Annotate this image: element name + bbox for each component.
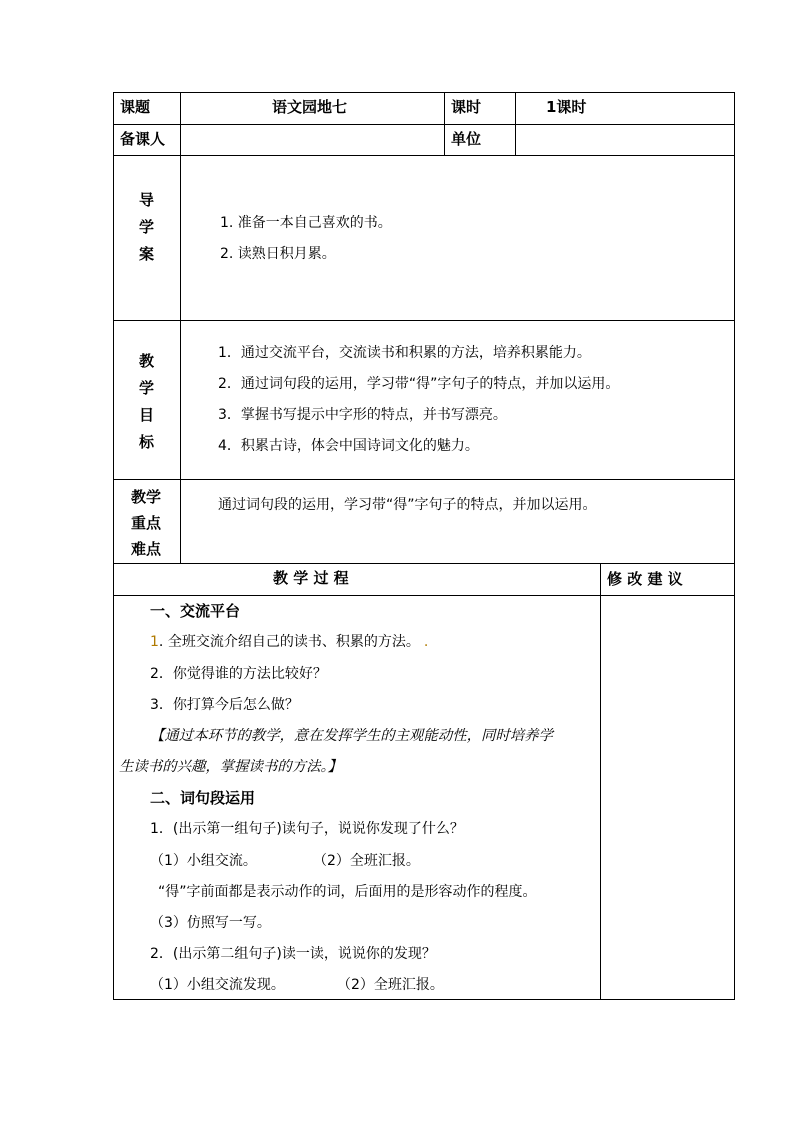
goal-item: 2．通过词句段的运用，学习带“得”字句子的特点，并加以运用。 bbox=[218, 376, 620, 392]
goal-item: 1．通过交流平台，交流读书和积累的方法，培养积累能力。 bbox=[218, 345, 591, 361]
suggest-header: 修 改 建 议 bbox=[607, 570, 683, 588]
unit-label: 单位 bbox=[451, 130, 482, 148]
period-value: 1课时 bbox=[546, 98, 587, 116]
note-line: 【通过本环节的教学，意在发挥学生的主观能动性，同时培养学 bbox=[150, 728, 553, 744]
col-line bbox=[515, 92, 516, 156]
s2-item: 1．(出示第一组句子)读句子，说说你发现了什么？ bbox=[150, 821, 464, 837]
preparer-label: 备课人 bbox=[120, 130, 166, 148]
key-points-text: 通过词句段的运用，学习带“得”字句子的特点，并加以运用。 bbox=[218, 497, 597, 513]
col-line bbox=[600, 563, 601, 1000]
row-line bbox=[113, 124, 735, 125]
goals-label-char: 标 bbox=[139, 433, 155, 451]
goal-item: 4．积累古诗，体会中国诗词文化的魅力。 bbox=[218, 438, 479, 454]
period-label: 课时 bbox=[451, 98, 482, 116]
goals-label-char: 学 bbox=[139, 379, 155, 397]
process-header: 教 学 过 程 bbox=[273, 569, 349, 587]
col-line bbox=[734, 92, 735, 1000]
key-label-line: 难点 bbox=[131, 540, 162, 558]
s2-sub-item: （2）全班汇报。 bbox=[337, 977, 444, 993]
goals-label-char: 目 bbox=[139, 406, 155, 424]
row-line bbox=[113, 92, 735, 93]
key-label-line: 重点 bbox=[131, 514, 162, 532]
s1-item: 2．你觉得谁的方法比较好？ bbox=[150, 666, 327, 682]
s2-note: “得”字前面都是表示动作的词，后面用的是形容动作的程度。 bbox=[158, 884, 537, 900]
s1-item bbox=[150, 635, 428, 649]
guide-item: 2. 读熟日积月累。 bbox=[220, 246, 336, 262]
row-line bbox=[113, 595, 735, 596]
s2-item: 2．(出示第二组句子)读一读，说说你的发现？ bbox=[150, 946, 436, 962]
goals-label-char: 教 bbox=[139, 352, 155, 370]
guide-label-char: 学 bbox=[139, 218, 155, 236]
col-line bbox=[180, 92, 181, 564]
col-line bbox=[444, 92, 445, 156]
guide-label-char: 案 bbox=[139, 245, 155, 263]
lesson-value: 语文园地七 bbox=[272, 98, 348, 116]
section2-title: 二、词句段运用 bbox=[150, 789, 256, 807]
s2-sub-item: （1）小组交流发现。 bbox=[150, 977, 285, 993]
s1-item1-num: 1 bbox=[150, 634, 159, 650]
col-line bbox=[113, 92, 114, 1000]
s2-sub-item: （2）全班汇报。 bbox=[313, 853, 420, 869]
row-line bbox=[113, 155, 735, 156]
guide-item: 1. 准备一本自己喜欢的书。 bbox=[220, 215, 392, 231]
s2-sub-item: （3）仿照写一写。 bbox=[150, 915, 271, 931]
note-line: 生读书的兴趣，掌握读书的方法。】 bbox=[119, 759, 343, 775]
row-line bbox=[113, 999, 735, 1000]
section1-title: 一、交流平台 bbox=[150, 602, 241, 620]
goal-item: 3．掌握书写提示中字形的特点，并书写漂亮。 bbox=[218, 407, 507, 423]
s1-item: 3．你打算今后怎么做？ bbox=[150, 697, 299, 713]
row-line bbox=[113, 563, 735, 564]
s1-item1-text: . 全班交流介绍自己的读书、积累的方法。 bbox=[158, 634, 420, 650]
lesson-label: 课题 bbox=[120, 98, 151, 116]
key-label-line: 教学 bbox=[131, 488, 162, 506]
s2-sub-item: （1）小组交流。 bbox=[150, 853, 257, 869]
row-line bbox=[113, 479, 735, 480]
guide-label-char: 导 bbox=[139, 191, 155, 209]
row-line bbox=[113, 320, 735, 321]
s1-item1-tail: . bbox=[423, 634, 429, 650]
